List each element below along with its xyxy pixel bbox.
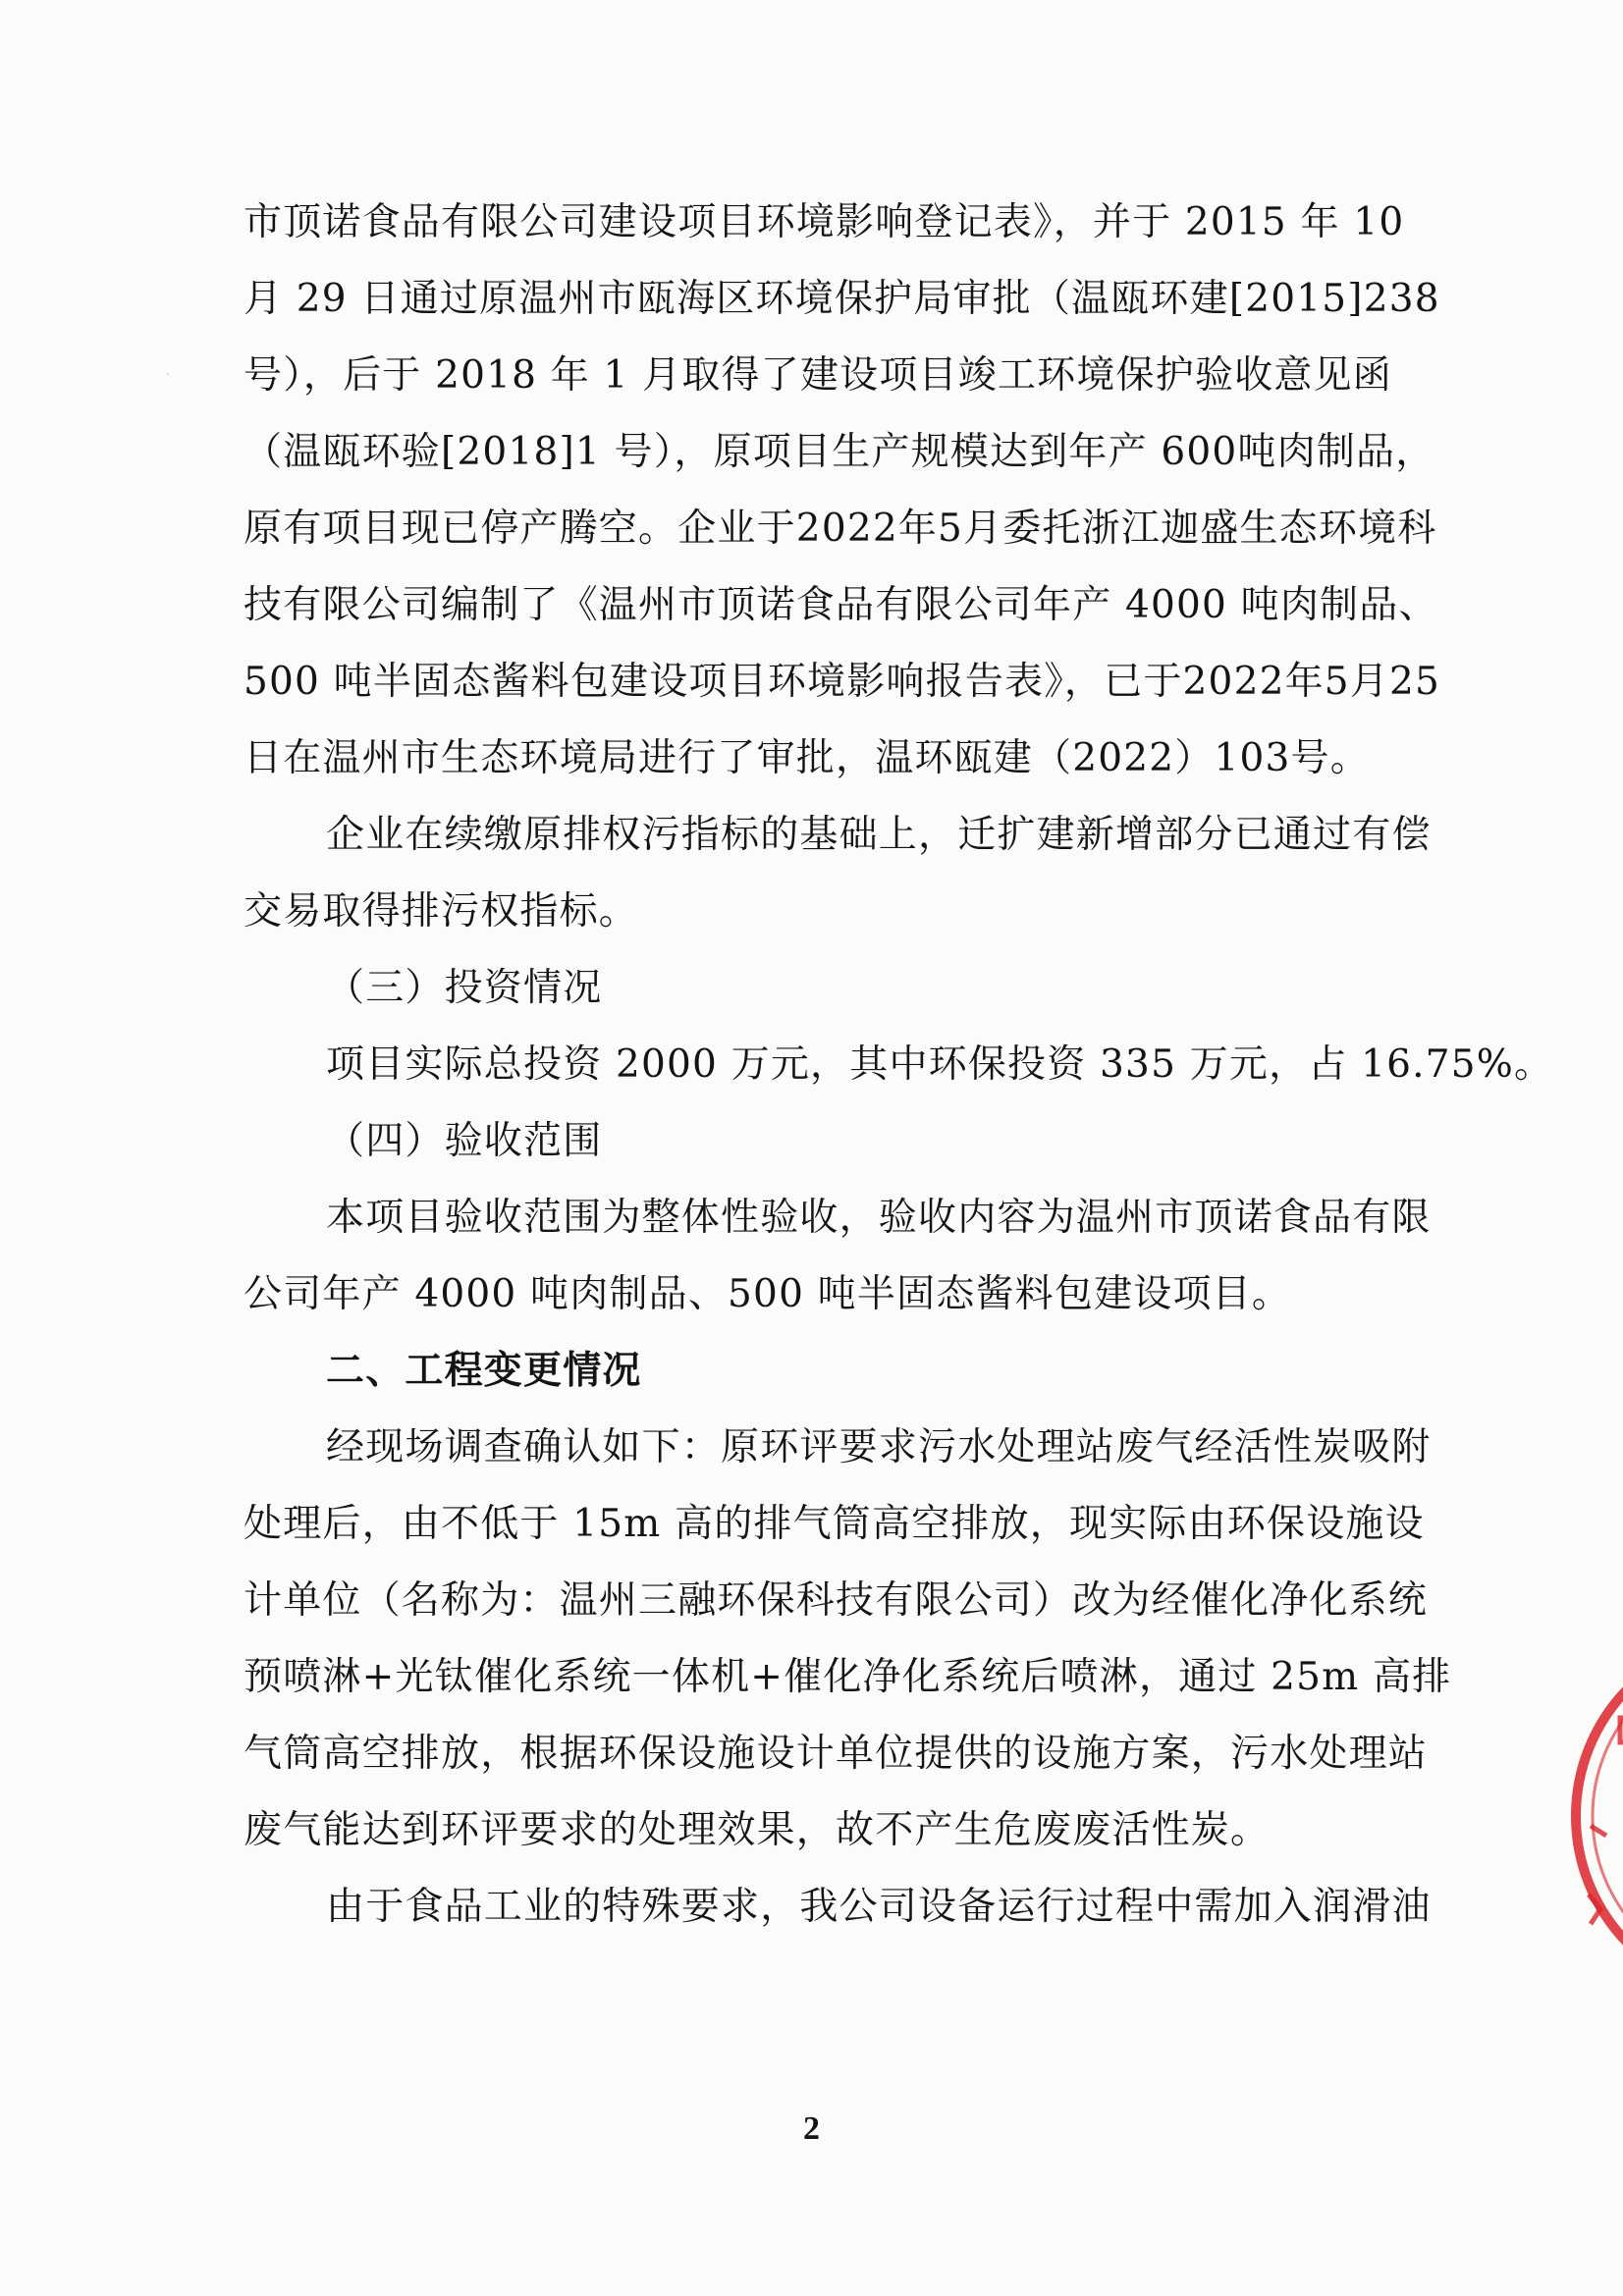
section-subheading: （四）验收范围	[326, 1119, 603, 1163]
paragraph-first-line: 经现场调查确认如下：原环评要求污水处理站废气经活性炭吸附	[326, 1425, 1432, 1469]
paragraph-first-line: 项目实际总投资 2000 万元，其中环保投资 335 万元，占 16.75%。	[326, 1042, 1554, 1087]
body-line: 预喷淋+光钛催化系统一体机+催化净化系统后喷淋，通过 25m 高排	[243, 1655, 1452, 1699]
page-number: 2	[803, 2110, 820, 2147]
body-line: 日在温州市生态环境局进行了审批，温环瓯建（2022）103号。	[243, 736, 1370, 780]
paragraph-first-line: 由于食品工业的特殊要求，我公司设备运行过程中需加入润滑油	[326, 1885, 1432, 1929]
body-line: 公司年产 4000 吨肉制品、500 吨半固态酱料包建设项目。	[243, 1272, 1292, 1316]
body-line: 原有项目现已停产腾空。企业于2022年5月委托浙江迦盛生态环境科	[243, 507, 1437, 551]
body-line: 月 29 日通过原温州市瓯海区环境保护局审批（温瓯环建[2015]238	[243, 277, 1440, 321]
body-line: 交易取得排污权指标。	[243, 889, 639, 934]
paragraph-first-line: 企业在续缴原排权污指标的基础上，迁扩建新增部分已通过有偿	[326, 813, 1432, 857]
scan-speck	[167, 373, 169, 375]
document-body	[243, 185, 1554, 1946]
body-line: 气筒高空排放，根据环保设施设计单位提供的设施方案，污水处理站	[243, 1732, 1429, 1776]
body-line: 计单位（名称为：温州三融环保科技有限公司）改为经催化净化系统	[243, 1578, 1429, 1623]
body-line: 技有限公司编制了《温州市顶诺食品有限公司年产 4000 吨肉制品、	[243, 583, 1438, 627]
body-line: 市顶诺食品有限公司建设项目环境影响登记表》，并于 2015 年 10	[243, 200, 1405, 244]
body-line: 废气能达到环评要求的处理效果，故不产生危废废活性炭。	[243, 1808, 1271, 1852]
body-line: 处理后，由不低于 15m 高的排气筒高空排放，现实际由环保设施设	[243, 1502, 1425, 1546]
section-subheading: （三）投资情况	[326, 966, 603, 1010]
section-heading: 二、工程变更情况	[326, 1349, 642, 1393]
body-line: （温瓯环验[2018]1 号），原项目生产规模达到年产 600吨肉制品，	[243, 430, 1435, 474]
red-seal-stamp-icon	[1561, 1571, 1623, 2081]
body-line: 500 吨半固态酱料包建设项目环境影响报告表》，已于2022年5月25	[243, 660, 1441, 704]
paragraph-first-line: 本项目验收范围为整体性验收，验收内容为温州市顶诺食品有限	[326, 1196, 1432, 1240]
body-line: 号），后于 2018 年 1 月取得了建设项目竣工环境保护验收意见函	[243, 353, 1392, 398]
